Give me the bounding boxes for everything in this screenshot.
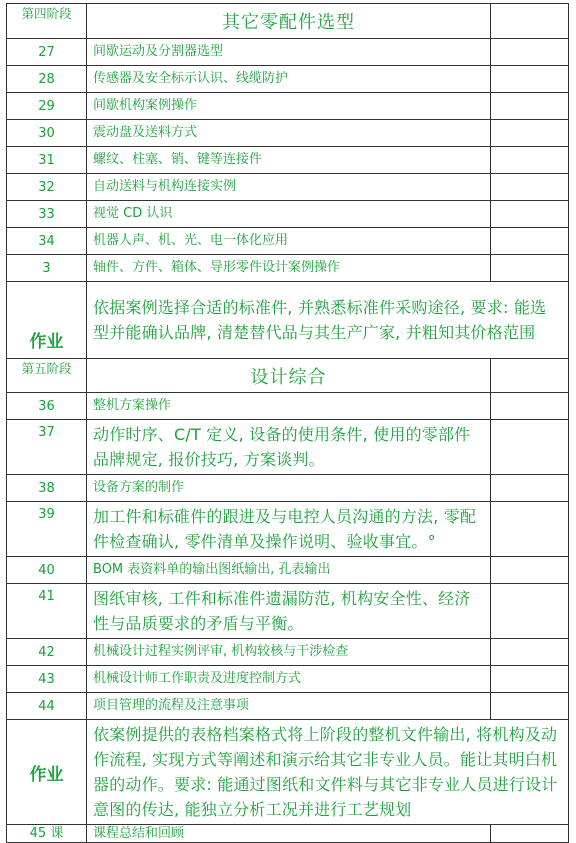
lesson-number: 34: [7, 228, 87, 255]
lesson-topic: 项目管理的流程及注意事项: [87, 693, 491, 720]
table-row: [7, 666, 569, 693]
lesson-number: 3: [7, 255, 87, 282]
lesson-number: 32: [7, 174, 87, 201]
lesson-topic: 间歇运动及分割器选型: [87, 39, 491, 66]
homework-text: 依案例提供的表格档案格式将上阶段的整机文件输出, 将机构及动作流程, 实现方式等阐述和演示给其它非专业人员。能让其明白机器的动作。要求: 能通过图纸和文件料与其它非专业人员进行设计意图的传达, 能独立分析工况并进行工艺规划: [87, 720, 569, 825]
lesson-topic: 动作时序、C/T 定义, 设备的使用条件, 使用的零部件品牌规定, 报价技巧, 方案谈判。: [87, 420, 491, 475]
lesson-topic: BOM 表资料单的输出图纸输出, 孔表输出: [87, 557, 491, 584]
blank-cell: [491, 359, 569, 393]
blank-cell: [491, 393, 569, 420]
blank-cell: [491, 639, 569, 666]
lesson-number: 38: [7, 475, 87, 502]
table-row: [7, 584, 569, 639]
table-row: [7, 693, 569, 720]
section-title: 设计综合: [87, 359, 491, 393]
lesson-number: 40: [7, 557, 87, 584]
blank-cell: [491, 557, 569, 584]
blank-cell: [491, 502, 569, 557]
lesson-topic: 机械设计过程实例评审, 机构较核与干涉检查: [87, 639, 491, 666]
lesson-number: 33: [7, 201, 87, 228]
lesson-topic: 轴件、方件、箱体、导形零件设计案例操作: [87, 255, 491, 282]
blank-cell: [491, 147, 569, 174]
lesson-topic: 加工件和标碓件的跟进及与电控人员沟通的方法, 零配件检查确认, 零件清单及操作说明、验收事宜。°: [87, 502, 491, 557]
lesson-topic: 课程总结和回顾: [87, 825, 491, 843]
lesson-number: 29: [7, 93, 87, 120]
blank-cell: [491, 66, 569, 93]
lesson-topic: 传感器及安全标示认识、线缆防护: [87, 66, 491, 93]
lesson-number: 28: [7, 66, 87, 93]
blank-cell: [491, 4, 569, 39]
lesson-number: 31: [7, 147, 87, 174]
lesson-topic: 机器人声、机、光、电一体化应用: [87, 228, 491, 255]
table-row: [7, 502, 569, 557]
lesson-topic: 震动盘及送料方式: [87, 120, 491, 147]
table-row: [7, 420, 569, 475]
blank-cell: [491, 93, 569, 120]
homework-row: [7, 720, 569, 825]
curriculum-table: [6, 3, 569, 843]
blank-cell: [491, 228, 569, 255]
lesson-topic: 自动送料与机构连接实例: [87, 174, 491, 201]
table-row: [7, 825, 569, 843]
lesson-number: 37: [7, 420, 87, 475]
table-row: [7, 39, 569, 66]
homework-label: 作业: [7, 282, 87, 359]
homework-text: 依据案例选择合适的标准件, 并熟悉标准件采购途径, 要求: 能选型并能确认品牌, 清楚替代品与其生产广家, 并粗知其价格范围: [87, 282, 569, 359]
lesson-topic: 间歇机构案例操作: [87, 93, 491, 120]
homework-label: 作业: [7, 720, 87, 825]
lesson-topic: 图纸审核, 工件和标准件遗漏防范, 机构安全性、经济性与品质要求的矛盾与平衡。: [87, 584, 491, 639]
section-title: 其它零配件选型: [87, 4, 491, 39]
lesson-number: 41: [7, 584, 87, 639]
table-row: [7, 174, 569, 201]
table-row: [7, 393, 569, 420]
lesson-topic: 机械设计师工作职责及进度控制方式: [87, 666, 491, 693]
blank-cell: [491, 693, 569, 720]
lesson-number: 45 课: [7, 825, 87, 843]
lesson-number: 43: [7, 666, 87, 693]
table-row: [7, 93, 569, 120]
table-row: [7, 255, 569, 282]
table-row: [7, 66, 569, 93]
blank-cell: [491, 201, 569, 228]
blank-cell: [491, 420, 569, 475]
stage-header-row: [7, 4, 569, 39]
table-row: [7, 557, 569, 584]
blank-cell: [491, 666, 569, 693]
blank-cell: [491, 825, 569, 843]
lesson-topic: 视觉 CD 认识: [87, 201, 491, 228]
lesson-number: 30: [7, 120, 87, 147]
lesson-number: 27: [7, 39, 87, 66]
lesson-number: 39: [7, 502, 87, 557]
lesson-topic: 设备方案的制作: [87, 475, 491, 502]
homework-row: [7, 282, 569, 359]
table-row: [7, 475, 569, 502]
lesson-number: 36: [7, 393, 87, 420]
table-row: [7, 201, 569, 228]
blank-cell: [491, 120, 569, 147]
lesson-topic: 螺纹、柱塞、销、键等连接件: [87, 147, 491, 174]
table-row: [7, 147, 569, 174]
table-row: [7, 120, 569, 147]
table-row: [7, 228, 569, 255]
stage-header-row: [7, 359, 569, 393]
blank-cell: [491, 255, 569, 282]
lesson-topic: 整机方案操作: [87, 393, 491, 420]
stage-label: 第五阶段: [7, 359, 87, 393]
lesson-number: 42: [7, 639, 87, 666]
blank-cell: [491, 584, 569, 639]
table-row: [7, 639, 569, 666]
blank-cell: [491, 39, 569, 66]
blank-cell: [491, 475, 569, 502]
lesson-number: 44: [7, 693, 87, 720]
blank-cell: [491, 174, 569, 201]
stage-label: 第四阶段: [7, 4, 87, 39]
